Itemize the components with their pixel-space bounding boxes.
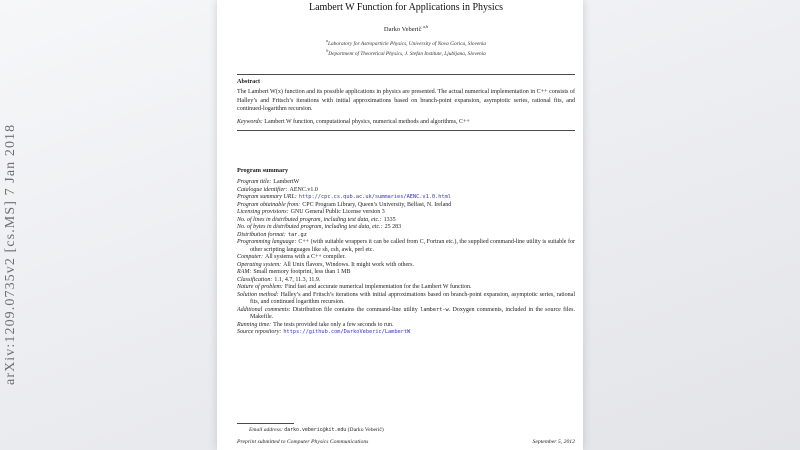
affiliation-b-marker: b [326,47,329,53]
summary-item-label: RAM: [237,269,252,275]
summary-item [237,239,575,254]
summary-item [237,292,575,307]
summary-item [237,209,575,217]
abstract-text: The Lambert W(x) function and its possible applications in physics are presented. The actual numerical implementation in C++ consists of Halley’s and Fritsch’s iterations with initial approximations based on branch-point expansion, asymptotic series, rational fits, and continued-logarithm recursion. [237,89,575,113]
summary-item-value: 25 283 [384,224,402,230]
summary-item [237,329,575,337]
author-affiliation-marks: a,b [423,24,429,29]
footer-journal: Preprint submitted to Computer Physics Communications [237,439,369,445]
paper-title-text: Lambert W Function for Applications in Physics [308,2,504,13]
affiliation-b-text: Department of Theoretical Physics, J. Stefan Institute, Ljubljana, Slovenia [328,50,486,57]
summary-item [237,284,575,292]
summary-item [237,202,575,210]
summary-item-value: Distribution file contains the command-line utility [292,306,421,313]
summary-item-label: Program title: [237,179,272,185]
author-line [237,24,575,33]
summary-item-value: 1335 [383,216,396,223]
summary-item [237,179,575,187]
summary-item-value: CPC Program Library, Queen’s University, Belfast, N. Ireland [302,201,452,208]
summary-item-label: Solution method: [237,291,279,298]
affiliation-a-text: Laboratory for Astroparticle Physics, University of Nova Gorica, Slovenia [328,40,487,47]
summary-item-label: Source repository: [237,329,282,335]
summary-item-value: tar.gz [287,231,307,238]
summary-item-value: GNU General Public License version 3 [290,209,385,215]
keywords-label: Keywords: [237,119,263,125]
summary-item-label: Nature of problem: [237,284,283,290]
summary-item-value: lambert-w [420,306,449,313]
paper-content [237,0,575,450]
paper-title [237,1,575,14]
program-summary-heading: Program summary [237,167,289,174]
summary-item [237,262,575,270]
summary-item-label: Classification: [237,276,273,283]
summary-item-label: Computer: [237,254,263,260]
footer-date: September 5, 2012 [532,439,575,445]
affiliation-b [237,48,575,58]
summary-item-link[interactable]: https://github.com/DarkoVeberic/LambertW [283,329,411,335]
abstract-bottom-rule [237,130,575,131]
summary-item-label: Catalogue identifier: [237,186,288,193]
summary-item-label: Operating system: [237,261,282,268]
footnote-rule [237,423,294,424]
summary-item-label: Distribution format: [237,231,286,238]
summary-item-link[interactable]: http://cpc.cs.qub.ac.uk/summaries/AENC.v1.0.html [298,194,451,200]
summary-item [237,232,575,240]
summary-item [237,269,575,277]
abstract-heading: Abstract [237,78,261,85]
summary-item-value: AENC.v1.0 [289,186,318,193]
summary-item-label: Licensing provisions: [237,209,289,215]
summary-item-value: All Unix flavors, Windows. It might work with others. [283,261,414,268]
email-suffix: (Darko Veberič) [347,427,384,433]
summary-item-value: Small memory footprint, less than 1 MB [253,269,351,275]
summary-item-label: No. of lines in distributed program, including test data, etc.: [237,216,382,223]
footer-line [237,439,575,445]
summary-item [237,217,575,225]
summary-item-value: Halley’s and Fritsch’s iterations with initial approximations based on branch-point expansion, asymptotic series, rational fits, and continued logarithm recursion. [250,291,575,305]
summary-item-label: Programming language: [237,239,297,245]
paper-page [217,0,583,450]
keywords-line [237,119,575,125]
abstract-top-rule [237,74,575,75]
summary-item [237,277,575,285]
summary-item [237,322,575,330]
affiliation-a [237,38,575,48]
email-address[interactable]: darko.veberic@kit.edu [284,427,347,433]
summary-item [237,224,575,232]
summary-item [237,187,575,195]
footnote-email-line [249,427,575,433]
summary-item-label: Program obtainable from: [237,201,301,208]
arxiv-stamp: arXiv:1209.0735v2 [cs.MS] 7 Jan 2018 [3,123,18,385]
program-summary-list [237,179,575,337]
summary-item-value: All systems with a C++ compiler. [265,254,346,260]
summary-item-label: Additional comments: [237,306,291,313]
summary-item [237,254,575,262]
affiliation-a-marker: a [325,38,329,44]
summary-item-value: LambertW [273,179,300,185]
summary-item [237,194,575,202]
summary-item-value: . Doxygen comments, included in the source files. Makefile. [250,306,576,320]
paper-header [237,0,575,57]
summary-item-label: Running time: [237,321,272,328]
keywords-text: Lambert W function, computational physics, numerical methods and algorithms, C++ [264,119,470,125]
author-name: Darko Veberič [383,26,422,34]
summary-item-value: Find fast and accurate numerical implementation for the Lambert W function. [284,284,472,290]
affiliations [237,38,575,57]
summary-item-value: The tests provided take only a few seconds to run. [273,321,394,328]
summary-item-label: No. of bytes in distributed program, including test data, etc.: [237,224,383,230]
summary-item-value: C++ (with suitable wrappers it can be called from C, Fortran etc.), the supplied command-line utility is suitable for other scripting languages like sh, csh, awk, perl etc. [250,239,575,253]
summary-item [237,307,575,322]
email-label: Email address: [249,427,283,433]
summary-item-label: Program summary URL: [237,194,297,200]
summary-item-value: 1.1, 4.7, 11.3, 11.9. [274,276,321,283]
